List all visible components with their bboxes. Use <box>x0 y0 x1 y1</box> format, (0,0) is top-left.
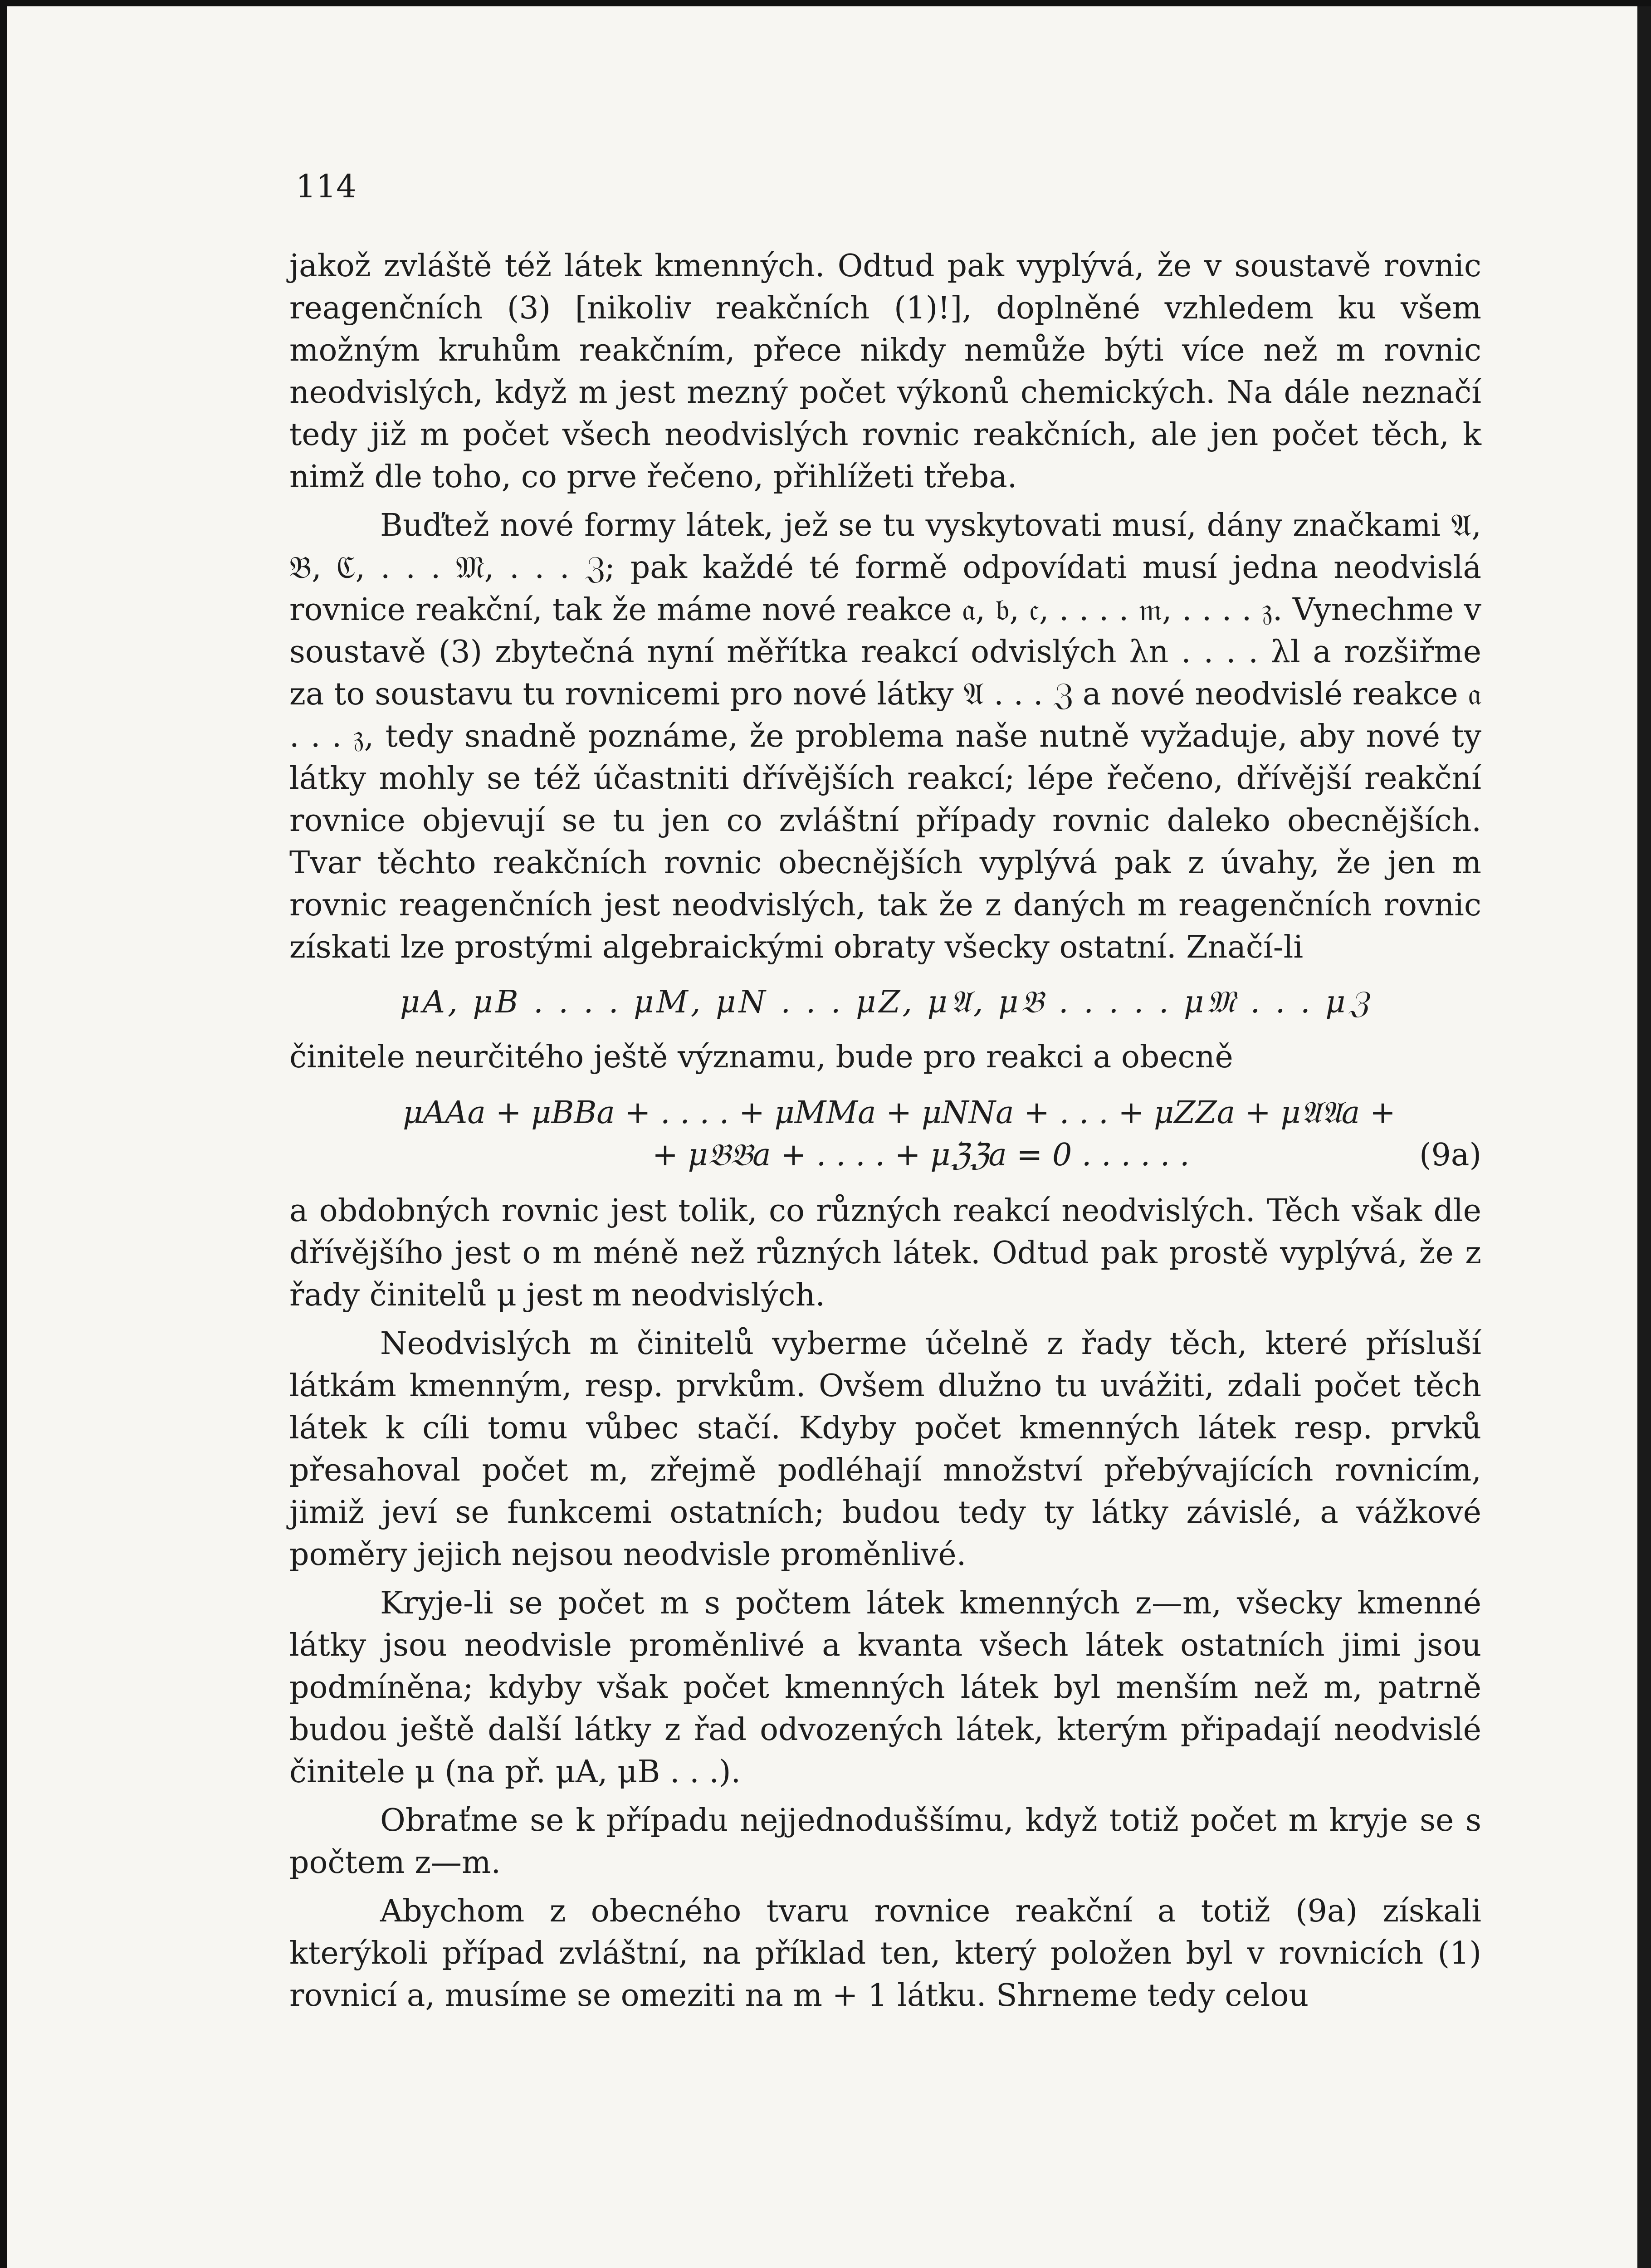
paragraph-6: Kryje-li se počet m s počtem látek kmenných z—m, všecky kmenné látky jsou neodvisle proměnlivé a kvanta všech látek ostatních jimi jsou podmíněna; kdyby však počet kmenných látek byl menším než m, patrně budou ještě další látky z řad odvozených látek, kterým připadají neodvislé činitele μ (na př. μA, μB . . .). <box>289 1585 1481 1790</box>
paragraph-3: činitele neurčitého ještě významu, bude pro reakci a obecně <box>289 1039 1233 1075</box>
mu-factor-list: μA, μB . . . . μM, μN . . . μZ, μ𝔄, μ𝔅 . . . . . μ𝔐 . . . μℨ <box>400 984 1371 1020</box>
page-number: 114 <box>296 168 357 205</box>
paragraph-8: Abychom z obecného tvaru rovnice reakční a totiž (9a) získali kterýkoli případ zvláštní, na příklad ten, který položen byl v rovnicích (1) rovnicí a, musíme se omeziti na m + 1 látku. Shrneme tedy celou <box>289 1893 1481 2014</box>
equation-9a-line-2-text: + μ𝔅𝔅a + . . . . + μℨℨa = 0 . . . . . . <box>652 1137 1190 1173</box>
equation-label: (9a) <box>1419 1137 1481 1173</box>
paragraph-1: jakož zvláště též látek kmenných. Odtud pak vyplývá, že v soustavě rovnic reagenčních (3) [nikoliv reakčních (1)!], doplněné vzhledem ku všem možným kruhům reakčním, přece nikdy nemůže býti více než m rovnic neodvislých, když m jest mezný počet výkonů chemických. Na dále neznačí tedy již m počet všech neodvislých rovnic reakčních, ale jen počet těch, k nimž dle toho, co prve řečeno, přihlížeti třeba. <box>289 248 1481 495</box>
page-body <box>289 245 1481 2023</box>
scan-border-left <box>0 0 7 2268</box>
equation-9a-line-1: μAAa + μBBa + . . . . + μMMa + μNNa + . . . + μZZa + μ𝔄𝔄a + <box>403 1095 1396 1131</box>
paragraph-2: Buďtež nové formy látek, jež se tu vyskytovati musí, dány značkami 𝔄, 𝔅, ℭ, . . . 𝔐, . . . ℨ; pak každé té formě odpovídati musí jedna neodvislá rovnice reakční, tak že máme nové reakce 𝔞, 𝔟, 𝔠, . . . . 𝔪, . . . . 𝔷. Vynechme v soustavě (3) zbytečná nyní měřítka reakcí odvislých λn . . . . λl a rozšiřme za to soustavu tu rovnicemi pro nové látky 𝔄 . . . ℨ a nové neodvislé reakce 𝔞 . . . 𝔷, tedy snadně poznáme, že problema naše nutně vyžaduje, aby nové ty látky mohly se též účastniti dřívějších reakcí; lépe řečeno, dřívější reakční rovnice objevují se tu jen co zvláštní případy rovnic daleko obecnějších. Tvar těchto reakčních rovnic obecnějších vyplývá pak z úvahy, že jen m rovnic reagenčních jest neodvislých, tak že z daných m reagenčních rovnic získati lze prostými algebraickými obraty všecky ostatní. Značí-li <box>289 508 1481 965</box>
scan-border-right <box>1637 0 1651 2268</box>
equation-9a-line-2 <box>289 1134 1481 1176</box>
scan-border-top <box>0 0 1651 6</box>
paragraph-4: a obdobných rovnic jest tolik, co různých reakcí neodvislých. Těch však dle dřívějšího jest o m méně než různých látek. Odtud pak prostě vyplývá, že z řady činitelů μ jest m neodvislých. <box>289 1193 1481 1313</box>
paragraph-7: Obraťme se k případu nejjednoduššímu, když totiž počet m kryje se s počtem z—m. <box>289 1803 1481 1881</box>
paragraph-5: Neodvislých m činitelů vyberme účelně z řady těch, které přísluší látkám kmenným, resp. prvkům. Ovšem dlužno tu uvážiti, zdali počet těch látek k cíli tomu vůbec stačí. Kdyby počet kmenných látek resp. prvků přesahoval počet m, zřejmě podléhají množství přebývajících rovnicím, jimiž jeví se funkcemi ostatních; budou tedy ty látky závislé, a vážkové poměry jejich nejsou neodvisle proměnlivé. <box>289 1326 1481 1573</box>
